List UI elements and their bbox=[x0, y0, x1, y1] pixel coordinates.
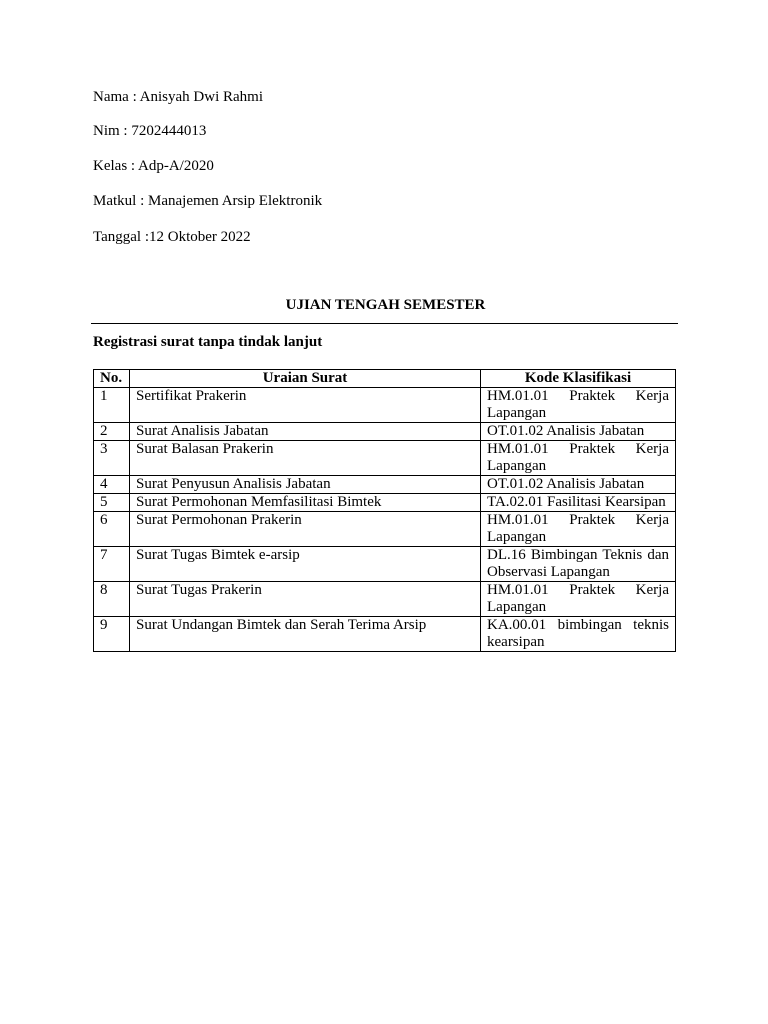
table-row bbox=[94, 617, 676, 652]
student-name: Nama : Anisyah Dwi Rahmi bbox=[93, 89, 263, 105]
table-row bbox=[94, 582, 676, 617]
section-title: Registrasi surat tanpa tindak lanjut bbox=[93, 334, 323, 350]
cell-no: 8 bbox=[94, 582, 130, 617]
cell-kode: KA.00.01 bimbingan teknis kearsipan bbox=[481, 617, 676, 652]
horizontal-rule bbox=[91, 323, 678, 324]
table-header-row bbox=[94, 370, 676, 388]
cell-uraian: Surat Tugas Bimtek e-arsip bbox=[130, 547, 481, 582]
cell-kode: HM.01.01 Praktek Kerja Lapangan bbox=[481, 582, 676, 617]
cell-kode: HM.01.01 Praktek Kerja Lapangan bbox=[481, 512, 676, 547]
cell-kode: OT.01.02 Analisis Jabatan bbox=[481, 476, 676, 494]
column-header-uraian: Uraian Surat bbox=[130, 370, 481, 388]
cell-kode: DL.16 Bimbingan Teknis dan Observasi Lapangan bbox=[481, 547, 676, 582]
cell-no: 6 bbox=[94, 512, 130, 547]
cell-kode: OT.01.02 Analisis Jabatan bbox=[481, 423, 676, 441]
table-row bbox=[94, 388, 676, 423]
cell-uraian: Sertifikat Prakerin bbox=[130, 388, 481, 423]
cell-uraian: Surat Penyusun Analisis Jabatan bbox=[130, 476, 481, 494]
table-row bbox=[94, 547, 676, 582]
cell-uraian: Surat Permohonan Prakerin bbox=[130, 512, 481, 547]
student-nim: Nim : 7202444013 bbox=[93, 123, 207, 139]
column-header-kode: Kode Klasifikasi bbox=[481, 370, 676, 388]
cell-no: 2 bbox=[94, 423, 130, 441]
table-row bbox=[94, 476, 676, 494]
cell-no: 7 bbox=[94, 547, 130, 582]
letter-register-table bbox=[93, 369, 676, 652]
course-name: Matkul : Manajemen Arsip Elektronik bbox=[93, 193, 323, 209]
cell-kode: HM.01.01 Praktek Kerja Lapangan bbox=[481, 441, 676, 476]
cell-uraian: Surat Balasan Prakerin bbox=[130, 441, 481, 476]
cell-no: 1 bbox=[94, 388, 130, 423]
cell-uraian: Surat Undangan Bimtek dan Serah Terima Arsip bbox=[130, 617, 481, 652]
cell-no: 4 bbox=[94, 476, 130, 494]
column-header-no: No. bbox=[94, 370, 130, 388]
cell-uraian: Surat Analisis Jabatan bbox=[130, 423, 481, 441]
student-class: Kelas : Adp-A/2020 bbox=[93, 158, 214, 174]
cell-no: 9 bbox=[94, 617, 130, 652]
exam-title: UJIAN TENGAH SEMESTER bbox=[285, 297, 486, 313]
table-row bbox=[94, 494, 676, 512]
table-row bbox=[94, 423, 676, 441]
exam-date: Tanggal :12 Oktober 2022 bbox=[93, 229, 251, 245]
cell-kode: TA.02.01 Fasilitasi Kearsipan bbox=[481, 494, 676, 512]
table-row bbox=[94, 441, 676, 476]
cell-kode: HM.01.01 Praktek Kerja Lapangan bbox=[481, 388, 676, 423]
cell-uraian: Surat Tugas Prakerin bbox=[130, 582, 481, 617]
table-row bbox=[94, 512, 676, 547]
cell-uraian: Surat Permohonan Memfasilitasi Bimtek bbox=[130, 494, 481, 512]
cell-no: 5 bbox=[94, 494, 130, 512]
cell-no: 3 bbox=[94, 441, 130, 476]
